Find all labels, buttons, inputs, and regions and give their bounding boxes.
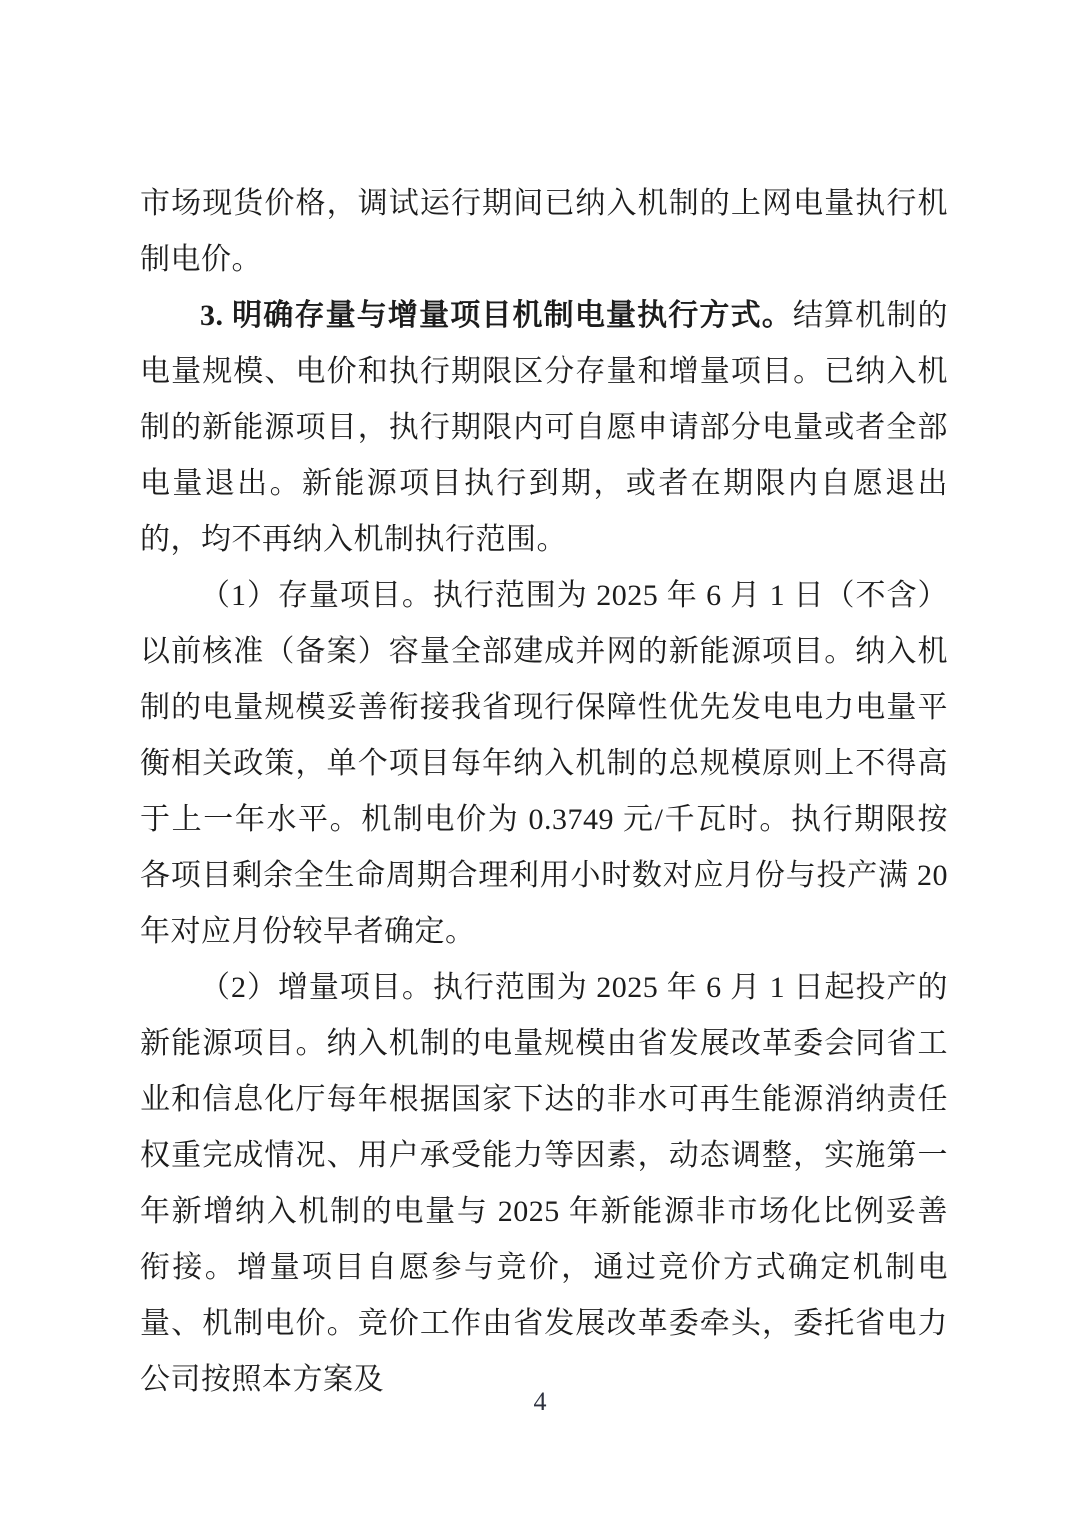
paragraph-stock-projects: [140, 568, 948, 960]
section-heading-bold: 3. 明确存量与增量项目机制电量执行方式。: [200, 299, 793, 332]
paragraph-text: 结算机制的电量规模、电价和执行期限区分存量和增量项目。已纳入机制的新能源项目，执行期限内可自愿申请部分电量或者全部电量退出。新能源项目执行到期，或者在期限内自愿退出的，均不再纳入机制执行范围。: [140, 299, 948, 556]
paragraph-continuation: [140, 176, 948, 288]
page-number: 4: [533, 1387, 547, 1416]
paragraph-text: 市场现货价格，调试运行期间已纳入机制的上网电量执行机制电价。: [140, 187, 948, 276]
paragraph-incremental-projects: [140, 960, 948, 1408]
paragraph-text: （1）存量项目。执行范围为 2025 年 6 月 1 日（不含）以前核准（备案）容量全部建成并网的新能源项目。纳入机制的电量规模妥善衔接我省现行保障性优先发电电力电量平衡相关政策，单个项目每年纳入机制的总规模原则上不得高于上一年水平。机制电价为 0.3749 元/千瓦时。执行期限按各项目剩余全生命周期合理利用小时数对应月份与投产满 20 年对应月份较早者确定。: [140, 579, 948, 948]
paragraph-text: （2）增量项目。执行范围为 2025 年 6 月 1 日起投产的新能源项目。纳入机制的电量规模由省发展改革委会同省工业和信息化厅每年根据国家下达的非水可再生能源消纳责任权重完成情况、用户承受能力等因素，动态调整，实施第一年新增纳入机制的电量与 2025 年新能源非市场化比例妥善衔接。增量项目自愿参与竞价，通过竞价方式确定机制电量、机制电价。竞价工作由省发展改革委牵头，委托省电力公司按照本方案及: [140, 971, 948, 1396]
paragraph-item-3: [140, 288, 948, 568]
page-footer: [0, 1384, 1080, 1420]
